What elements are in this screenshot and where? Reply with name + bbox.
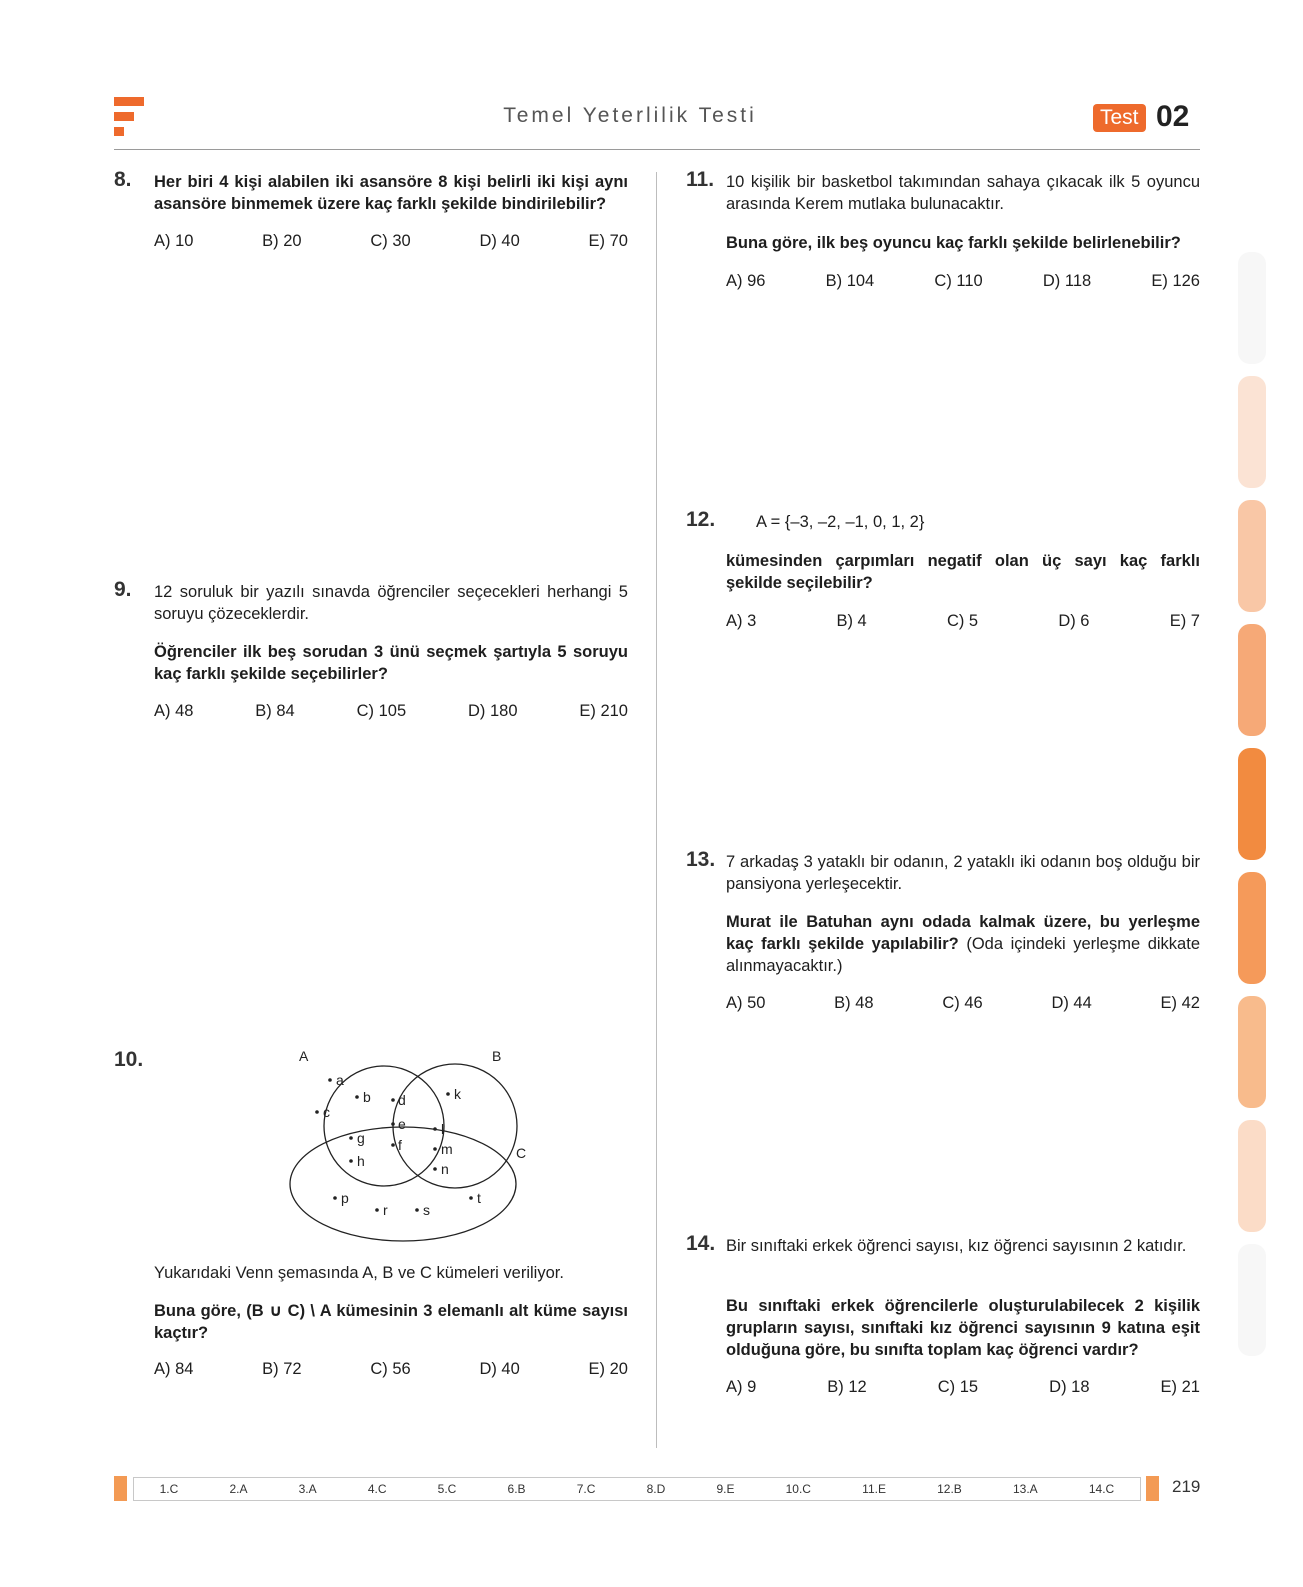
answer-key-item: 2.A — [229, 1482, 248, 1496]
choice-c[interactable]: C) 46 — [942, 994, 983, 1012]
venn-element: l — [441, 1121, 445, 1137]
question-8-number: 8. — [114, 168, 132, 191]
venn-label-c: C — [516, 1145, 527, 1161]
answer-key-item: 10.C — [785, 1482, 811, 1496]
choice-c[interactable]: C) 56 — [370, 1360, 411, 1378]
question-14-text: Bir sınıftaki erkek öğrenci sayısı, kız öğrenci sayısının 2 katıdır. — [726, 1237, 1187, 1255]
choice-e[interactable]: E) 42 — [1160, 994, 1200, 1012]
side-tab — [1238, 748, 1266, 860]
side-tab — [1238, 872, 1266, 984]
choice-c[interactable]: C) 110 — [934, 272, 983, 290]
venn-element: e — [398, 1116, 406, 1132]
page-number: 219 — [1172, 1477, 1201, 1496]
answer-key-item: 9.E — [716, 1482, 735, 1496]
choice-b[interactable]: B) 48 — [834, 994, 874, 1012]
question-12-question: kümesinden çarpımları negatif olan üç sayı kaç farklı şekilde seçilebilir? — [726, 552, 1200, 592]
answer-key-item: 1.C — [159, 1482, 179, 1496]
question-13-choices — [726, 994, 1200, 1013]
side-tab — [1238, 500, 1266, 612]
choice-e[interactable]: E) 210 — [579, 702, 628, 720]
answer-key-item: 3.A — [298, 1482, 317, 1496]
venn-circle-b — [393, 1064, 517, 1188]
side-tab — [1238, 1244, 1266, 1356]
side-tab — [1238, 624, 1266, 736]
question-12-number: 12. — [686, 508, 716, 531]
choice-b[interactable]: B) 84 — [255, 702, 295, 720]
question-9-choices — [154, 702, 628, 721]
answer-key-item: 8.D — [646, 1482, 666, 1496]
choice-e[interactable]: E) 20 — [588, 1360, 628, 1378]
question-9-question: Öğrenciler ilk beş sorudan 3 ünü seçmek şartıyla 5 soruyu kaç farklı şekilde seçebilirler? — [154, 643, 628, 683]
venn-element: c — [323, 1104, 330, 1120]
choice-c[interactable]: C) 105 — [356, 702, 407, 720]
answer-key-item: 7.C — [576, 1482, 596, 1496]
question-10-number: 10. — [114, 1048, 144, 1071]
question-12-set: A = {–3, –2, –1, 0, 1, 2} — [756, 513, 925, 531]
test-number: 02 — [1156, 100, 1190, 133]
choice-b[interactable]: B) 4 — [836, 612, 867, 630]
choice-e[interactable]: E) 7 — [1169, 612, 1200, 630]
answer-key-item: 11.E — [862, 1482, 886, 1496]
question-11-question: Buna göre, ilk beş oyuncu kaç farklı şekilde belirlenebilir? — [726, 234, 1181, 252]
choice-d[interactable]: D) 44 — [1051, 994, 1092, 1012]
answer-key-right-mark — [1146, 1476, 1159, 1501]
answer-key-item: 5.C — [437, 1482, 457, 1496]
answer-key-left-mark — [114, 1476, 127, 1501]
question-13-note: (Oda içindeki yerleşme dikkate alınmayacaktır.) — [726, 935, 1200, 975]
question-14-question: Bu sınıftaki erkek öğrencilerle oluşturulabilecek 2 kişilik grupların sayısı, sınıftaki kız öğrenci sayısının 9 katına eşit olduğuna göre, bu sınıfta toplam kaç öğrenci vardır? — [726, 1297, 1200, 1359]
side-tab — [1238, 996, 1266, 1108]
publisher-logo — [114, 97, 144, 139]
answer-key-item: 14.C — [1088, 1482, 1115, 1496]
side-tab — [1238, 252, 1266, 364]
venn-element: n — [441, 1161, 449, 1177]
choice-b[interactable]: B) 12 — [827, 1378, 867, 1396]
question-10-text: Yukarıdaki Venn şemasında A, B ve C kümeleri veriliyor. — [154, 1264, 564, 1282]
choice-e[interactable]: E) 21 — [1160, 1378, 1200, 1396]
venn-label-a: A — [299, 1048, 309, 1064]
answer-key-item: 4.C — [367, 1482, 387, 1496]
venn-element: m — [441, 1141, 453, 1157]
choice-b[interactable]: B) 72 — [262, 1360, 302, 1378]
choice-a[interactable]: A) 9 — [726, 1378, 757, 1396]
question-8-text: Her biri 4 kişi alabilen iki asansöre 8 kişi belirli iki kişi aynı asansöre binmemek üzere kaç farklı şekilde bindirilebilir? — [154, 173, 628, 213]
question-9-number: 9. — [114, 578, 132, 601]
choice-a[interactable]: A) 48 — [154, 702, 194, 720]
venn-element: p — [341, 1190, 349, 1206]
choice-a[interactable]: A) 10 — [154, 232, 194, 250]
question-13-text: 7 arkadaş 3 yataklı bir odanın, 2 yataklı iki odanın boş olduğu bir pansiyona yerleşecektir. — [726, 853, 1200, 893]
question-11-text: 10 kişilik bir basketbol takımından sahaya çıkacak ilk 5 oyuncu arasında Kerem mutlaka bulunacaktır. — [726, 173, 1200, 213]
question-10-question: Buna göre, (B ∪ C) \ A kümesinin 3 elemanlı alt küme sayısı kaçtır? — [154, 1302, 628, 1342]
choice-a[interactable]: A) 96 — [726, 272, 766, 290]
choice-a[interactable]: A) 50 — [726, 994, 766, 1012]
choice-c[interactable]: C) 5 — [946, 612, 979, 630]
test-badge: Test — [1093, 104, 1146, 132]
question-8-choices — [154, 232, 628, 251]
venn-element: r — [383, 1202, 388, 1218]
choice-d[interactable]: D) 40 — [479, 1360, 520, 1378]
answer-key-item: 12.B — [937, 1482, 962, 1496]
question-14-number: 14. — [686, 1232, 716, 1255]
question-12-choices — [726, 612, 1200, 631]
question-11-choices — [726, 272, 1200, 291]
choice-d[interactable]: D) 18 — [1049, 1378, 1090, 1396]
choice-e[interactable]: E) 70 — [588, 232, 628, 250]
venn-element: s — [423, 1202, 430, 1218]
choice-d[interactable]: D) 180 — [467, 702, 518, 720]
choice-d[interactable]: D) 40 — [479, 232, 520, 250]
venn-label-b: B — [492, 1048, 502, 1064]
side-tab — [1238, 376, 1266, 488]
choice-c[interactable]: C) 15 — [937, 1378, 979, 1396]
choice-b[interactable]: B) 20 — [262, 232, 302, 250]
choice-a[interactable]: A) 84 — [154, 1360, 194, 1378]
question-13-number: 13. — [686, 848, 716, 871]
answer-key-item: 6.B — [507, 1482, 526, 1496]
question-9-text: 12 soruluk bir yazılı sınavda öğrenciler seçecekleri herhangi 5 soruyu çözeceklerdir. — [154, 583, 628, 623]
venn-ellipse-c — [290, 1127, 516, 1241]
choice-e[interactable]: E) 126 — [1151, 272, 1200, 290]
venn-diagram — [280, 1048, 540, 1248]
question-10-choices — [154, 1360, 628, 1379]
choice-c[interactable]: C) 30 — [370, 232, 411, 250]
header-divider — [114, 149, 1200, 150]
venn-element: t — [477, 1190, 481, 1206]
venn-element: f — [398, 1137, 402, 1153]
answer-key — [133, 1477, 1141, 1501]
question-11-number: 11. — [686, 168, 715, 191]
venn-element: d — [398, 1092, 406, 1108]
venn-element: g — [357, 1130, 365, 1146]
choice-b[interactable]: B) 104 — [825, 272, 875, 290]
venn-element: a — [336, 1072, 344, 1088]
column-divider — [656, 172, 657, 1448]
answer-key-item: 13.A — [1012, 1482, 1038, 1496]
choice-a[interactable]: A) 3 — [726, 612, 757, 630]
venn-element: k — [454, 1086, 461, 1102]
venn-element: b — [363, 1089, 371, 1105]
side-tab — [1238, 1120, 1266, 1232]
question-13-question: Murat ile Batuhan aynı odada kalmak üzere, bu yerleşme kaç farklı şekilde yapılabilir? — [726, 913, 1200, 953]
question-13-question-block — [726, 911, 1200, 977]
venn-element: h — [357, 1153, 365, 1169]
question-14-choices — [726, 1378, 1200, 1397]
page-title: Temel Yeterlilik Testi — [503, 104, 757, 127]
choice-d[interactable]: D) 6 — [1058, 612, 1090, 630]
choice-d[interactable]: D) 118 — [1042, 272, 1092, 290]
